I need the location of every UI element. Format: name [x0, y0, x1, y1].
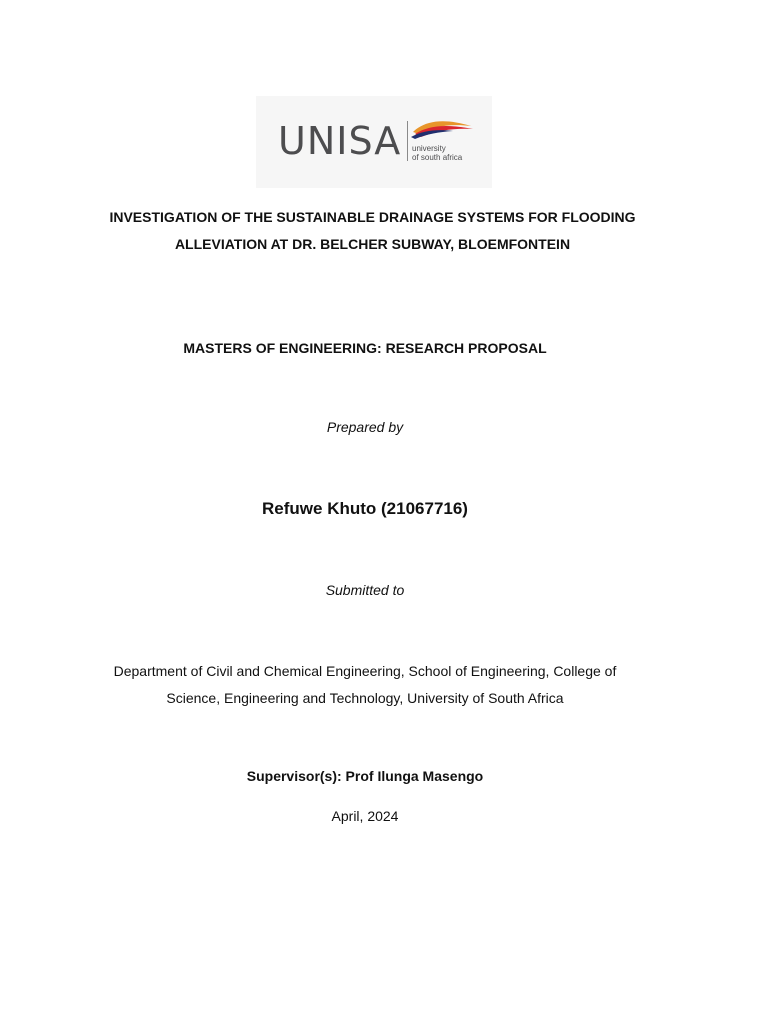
- unisa-logo: [256, 96, 492, 188]
- title-line-1: INVESTIGATION OF THE SUSTAINABLE DRAINAGE SYSTEMS FOR FLOODING: [109, 209, 636, 225]
- submission-date: April, 2024: [331, 808, 399, 824]
- department-line-1: Department of Civil and Chemical Engineering, School of Engineering, College of: [113, 663, 617, 679]
- logo-wordmark: UNISA: [278, 119, 402, 163]
- logo-subtext-line1: university: [412, 144, 446, 153]
- supervisor-line: Supervisor(s): Prof Ilunga Masengo: [246, 768, 484, 784]
- prepared-by-label: Prepared by: [326, 419, 404, 435]
- logo-subtext-line2: of south africa: [412, 153, 463, 162]
- degree-heading: MASTERS OF ENGINEERING: RESEARCH PROPOSAL: [183, 340, 547, 356]
- submitted-to-label: Submitted to: [325, 582, 405, 598]
- logo-swoosh-icon: [409, 118, 475, 140]
- document-title: [60, 204, 685, 258]
- logo-subtext: [412, 144, 462, 162]
- title-line-2: ALLEVIATION AT DR. BELCHER SUBWAY, BLOEMFONTEIN: [174, 236, 571, 252]
- logo-divider: [407, 121, 408, 161]
- author-name: Refuwe Khuto (21067716): [262, 499, 468, 518]
- department-line-2: Science, Engineering and Technology, University of South Africa: [166, 690, 564, 706]
- department-affiliation: [60, 658, 670, 712]
